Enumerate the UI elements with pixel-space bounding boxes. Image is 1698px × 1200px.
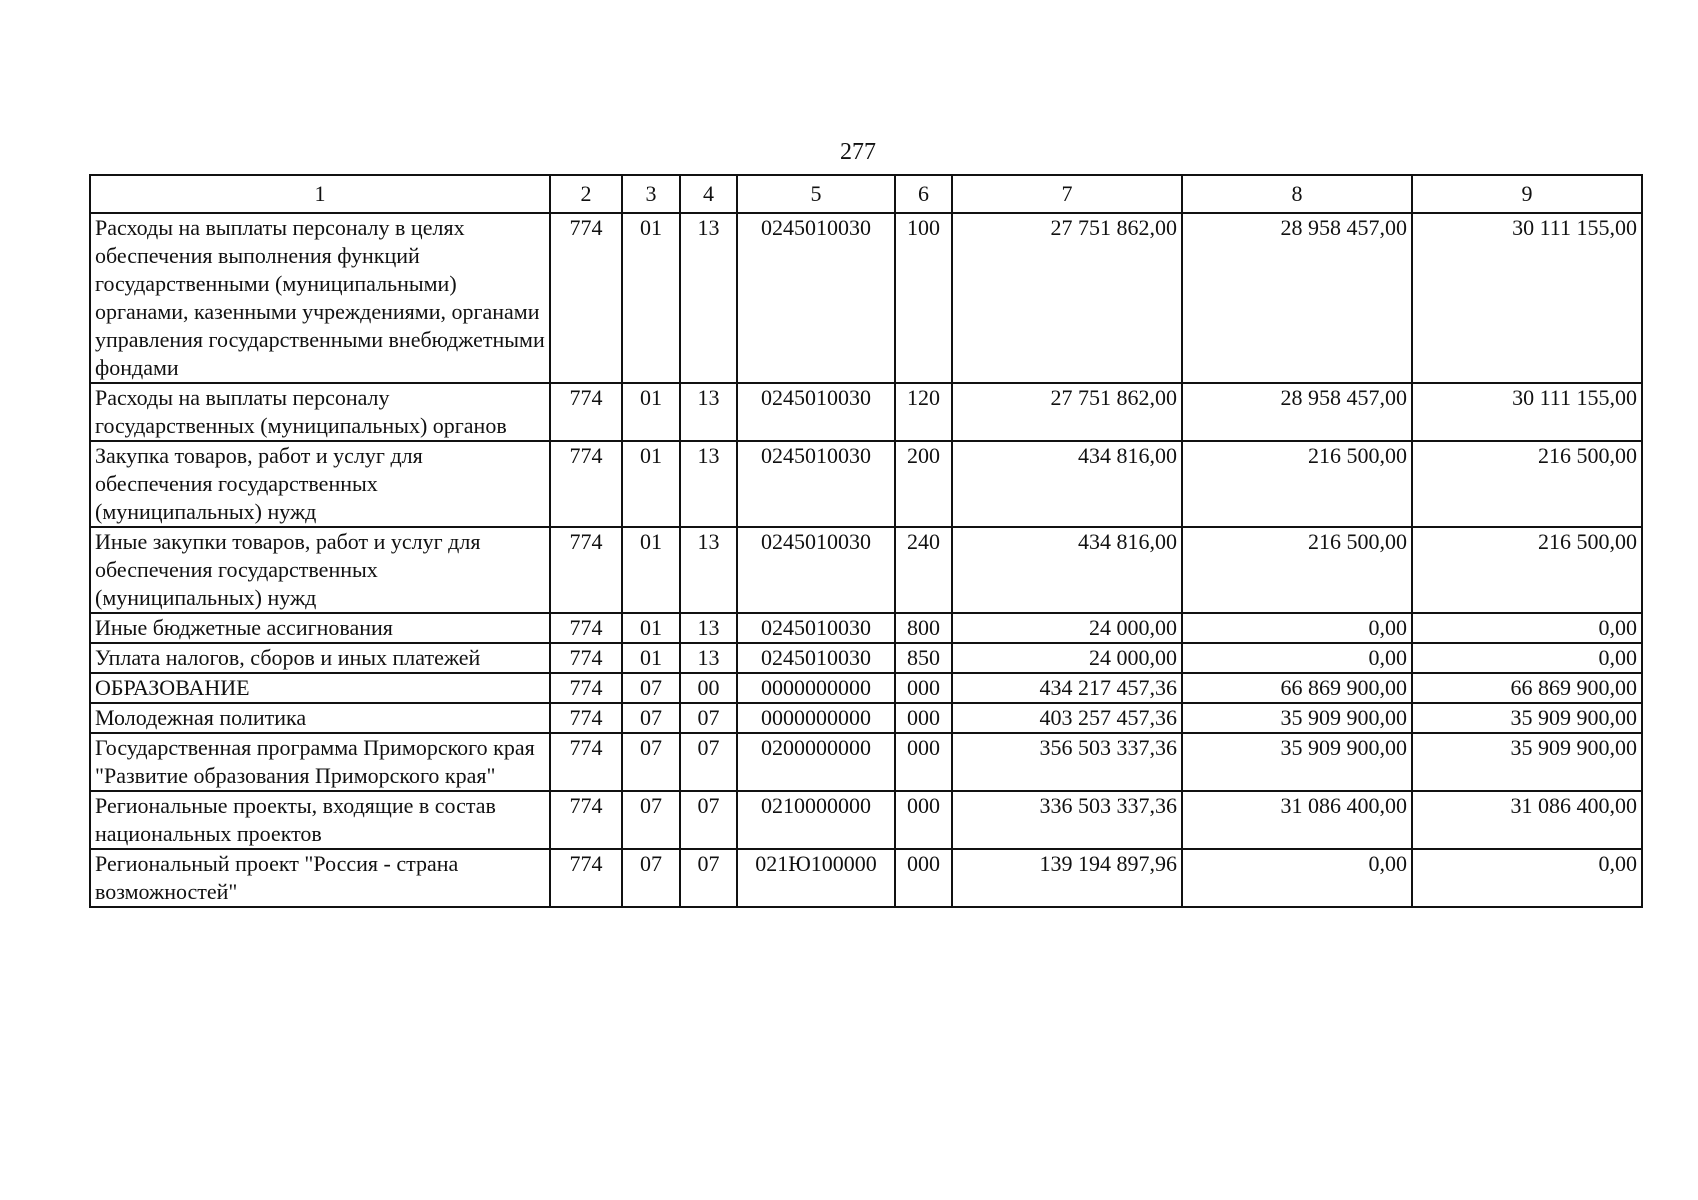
table-row: [90, 441, 1642, 527]
col-2-code: 774: [550, 791, 622, 849]
col-5-code: 0245010030: [737, 441, 895, 527]
col-8-amount: 0,00: [1182, 849, 1412, 907]
col-7-amount: 434 816,00: [952, 527, 1182, 613]
row-name: Иные закупки товаров, работ и услуг для обеспечения государственных (муниципальных) нужд: [90, 527, 550, 613]
budget-table: [89, 174, 1643, 908]
col-6-code: 000: [895, 733, 952, 791]
col-2-code: 774: [550, 213, 622, 383]
col-9-amount: 0,00: [1412, 849, 1642, 907]
col-6-code: 800: [895, 613, 952, 643]
col-8-amount: 216 500,00: [1182, 527, 1412, 613]
page-number: 277: [840, 139, 876, 165]
col-8-amount: 216 500,00: [1182, 441, 1412, 527]
header-cell-8: 8: [1182, 175, 1412, 213]
table-row: [90, 733, 1642, 791]
header-cell-9: 9: [1412, 175, 1642, 213]
col-7-amount: 27 751 862,00: [952, 213, 1182, 383]
table-row: [90, 791, 1642, 849]
header-row: [90, 175, 1642, 213]
table-row: [90, 673, 1642, 703]
col-3-code: 07: [622, 703, 680, 733]
col-6-code: 000: [895, 673, 952, 703]
col-3-code: 01: [622, 613, 680, 643]
col-4-code: 13: [680, 213, 737, 383]
col-8-amount: 28 958 457,00: [1182, 213, 1412, 383]
col-9-amount: 31 086 400,00: [1412, 791, 1642, 849]
row-name: Региональный проект "Россия - страна возможностей": [90, 849, 550, 907]
header-cell-1: 1: [90, 175, 550, 213]
col-9-amount: 35 909 900,00: [1412, 733, 1642, 791]
col-8-amount: 28 958 457,00: [1182, 383, 1412, 441]
col-5-code: 021Ю100000: [737, 849, 895, 907]
col-2-code: 774: [550, 643, 622, 673]
header-cell-4: 4: [680, 175, 737, 213]
header-cell-5: 5: [737, 175, 895, 213]
col-9-amount: 216 500,00: [1412, 441, 1642, 527]
col-9-amount: 30 111 155,00: [1412, 383, 1642, 441]
col-7-amount: 356 503 337,36: [952, 733, 1182, 791]
col-8-amount: 0,00: [1182, 613, 1412, 643]
col-4-code: 13: [680, 441, 737, 527]
col-8-amount: 31 086 400,00: [1182, 791, 1412, 849]
col-5-code: 0200000000: [737, 733, 895, 791]
col-6-code: 240: [895, 527, 952, 613]
col-6-code: 120: [895, 383, 952, 441]
col-4-code: 07: [680, 733, 737, 791]
col-3-code: 07: [622, 673, 680, 703]
col-4-code: 13: [680, 527, 737, 613]
header-cell-7: 7: [952, 175, 1182, 213]
col-5-code: 0245010030: [737, 643, 895, 673]
header-cell-2: 2: [550, 175, 622, 213]
col-5-code: 0000000000: [737, 703, 895, 733]
col-2-code: 774: [550, 383, 622, 441]
col-3-code: 01: [622, 383, 680, 441]
table-row: [90, 527, 1642, 613]
col-6-code: 000: [895, 849, 952, 907]
col-4-code: 07: [680, 791, 737, 849]
col-2-code: 774: [550, 733, 622, 791]
col-8-amount: 0,00: [1182, 643, 1412, 673]
row-name: Иные бюджетные ассигнования: [90, 613, 550, 643]
col-3-code: 01: [622, 527, 680, 613]
col-9-amount: 30 111 155,00: [1412, 213, 1642, 383]
col-7-amount: 434 816,00: [952, 441, 1182, 527]
col-7-amount: 139 194 897,96: [952, 849, 1182, 907]
col-2-code: 774: [550, 849, 622, 907]
col-3-code: 07: [622, 733, 680, 791]
col-6-code: 200: [895, 441, 952, 527]
header-cell-3: 3: [622, 175, 680, 213]
col-2-code: 774: [550, 527, 622, 613]
col-2-code: 774: [550, 613, 622, 643]
row-name: Государственная программа Приморского края "Развитие образования Приморского края": [90, 733, 550, 791]
col-5-code: 0245010030: [737, 527, 895, 613]
row-name: Закупка товаров, работ и услуг для обеспечения государственных (муниципальных) нужд: [90, 441, 550, 527]
row-name: ОБРАЗОВАНИЕ: [90, 673, 550, 703]
col-5-code: 0000000000: [737, 673, 895, 703]
col-3-code: 01: [622, 213, 680, 383]
col-9-amount: 0,00: [1412, 643, 1642, 673]
col-2-code: 774: [550, 703, 622, 733]
col-7-amount: 336 503 337,36: [952, 791, 1182, 849]
col-7-amount: 403 257 457,36: [952, 703, 1182, 733]
col-7-amount: 434 217 457,36: [952, 673, 1182, 703]
col-4-code: 07: [680, 703, 737, 733]
col-6-code: 000: [895, 703, 952, 733]
row-name: Молодежная политика: [90, 703, 550, 733]
table-row: [90, 643, 1642, 673]
table-row: [90, 213, 1642, 383]
row-name: Расходы на выплаты персоналу в целях обеспечения выполнения функций государственными (муниципальными) органами, казенными учреждениями, органами управления государственными внебюджетными фондами: [90, 213, 550, 383]
col-5-code: 0210000000: [737, 791, 895, 849]
col-6-code: 000: [895, 791, 952, 849]
col-9-amount: 216 500,00: [1412, 527, 1642, 613]
col-4-code: 13: [680, 613, 737, 643]
header-cell-6: 6: [895, 175, 952, 213]
col-9-amount: 35 909 900,00: [1412, 703, 1642, 733]
col-9-amount: 0,00: [1412, 613, 1642, 643]
row-name: Региональные проекты, входящие в состав национальных проектов: [90, 791, 550, 849]
col-4-code: 07: [680, 849, 737, 907]
col-7-amount: 27 751 862,00: [952, 383, 1182, 441]
col-5-code: 0245010030: [737, 613, 895, 643]
col-7-amount: 24 000,00: [952, 643, 1182, 673]
table-row: [90, 703, 1642, 733]
col-2-code: 774: [550, 673, 622, 703]
col-3-code: 01: [622, 441, 680, 527]
col-6-code: 100: [895, 213, 952, 383]
col-4-code: 13: [680, 383, 737, 441]
col-4-code: 13: [680, 643, 737, 673]
col-3-code: 01: [622, 643, 680, 673]
col-8-amount: 35 909 900,00: [1182, 703, 1412, 733]
col-5-code: 0245010030: [737, 213, 895, 383]
table-row: [90, 849, 1642, 907]
row-name: Уплата налогов, сборов и иных платежей: [90, 643, 550, 673]
col-6-code: 850: [895, 643, 952, 673]
col-5-code: 0245010030: [737, 383, 895, 441]
col-8-amount: 66 869 900,00: [1182, 673, 1412, 703]
col-7-amount: 24 000,00: [952, 613, 1182, 643]
col-3-code: 07: [622, 849, 680, 907]
col-2-code: 774: [550, 441, 622, 527]
row-name: Расходы на выплаты персоналу государственных (муниципальных) органов: [90, 383, 550, 441]
col-4-code: 00: [680, 673, 737, 703]
col-8-amount: 35 909 900,00: [1182, 733, 1412, 791]
col-9-amount: 66 869 900,00: [1412, 673, 1642, 703]
table-row: [90, 613, 1642, 643]
col-3-code: 07: [622, 791, 680, 849]
table-row: [90, 383, 1642, 441]
